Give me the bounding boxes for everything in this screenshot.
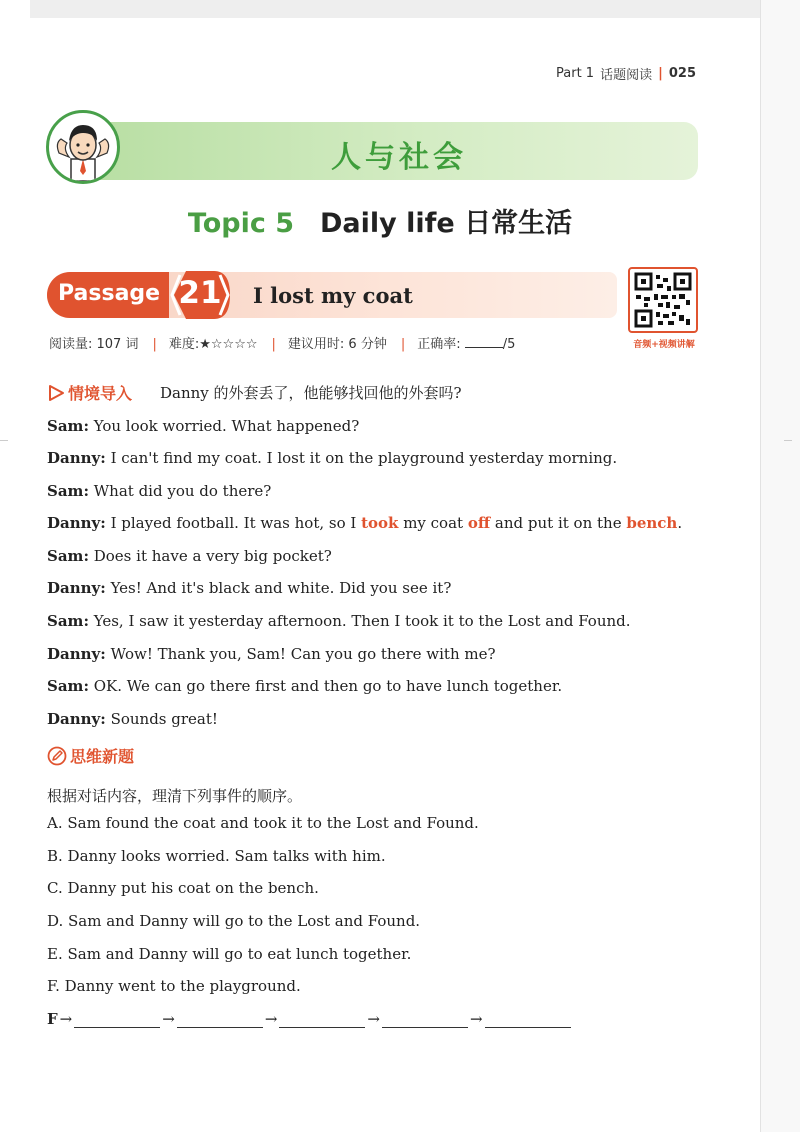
- accuracy-total: /5: [502, 337, 516, 352]
- answer-blank[interactable]: [74, 1013, 160, 1028]
- arrow: →: [469, 1010, 483, 1028]
- pencil-circle-icon: [47, 746, 67, 766]
- margin-mark: [784, 440, 792, 441]
- dialogue-text: I can't find my coat. I lost it on the playground yesterday morning.: [105, 449, 618, 467]
- page-edge: [760, 0, 800, 1132]
- dialogue-text: Yes, I saw it yesterday afternoon. Then I took it to the Lost and Found.: [88, 612, 631, 630]
- meta-separator: |: [400, 337, 406, 352]
- dialogue-text: Does it have a very big pocket?: [88, 547, 332, 565]
- difficulty-label: 难度:: [168, 337, 200, 352]
- arrow: →: [367, 1010, 380, 1028]
- intro-heading: [47, 381, 132, 404]
- suggested-time: 建议用时: 6 分钟: [287, 337, 387, 352]
- banner-title: 人与社会: [331, 140, 467, 175]
- keyword-highlight: bench: [626, 514, 678, 532]
- accuracy-label: 正确率:: [417, 337, 461, 352]
- mascot-icon: [46, 110, 120, 184]
- dialogue-line: Danny: I can't find my coat. I lost it on the playground yesterday morning.: [47, 449, 618, 467]
- dialogue-line: Danny: I played football. It was hot, so I took my coat off and put it on the bench.: [47, 514, 683, 532]
- meta-separator: |: [271, 337, 276, 352]
- option-item: F. Danny went to the playground.: [47, 977, 301, 995]
- section-banner: [100, 122, 698, 180]
- passage-number: 21: [178, 275, 222, 311]
- topic-name: Daily life 日常生活: [320, 208, 573, 239]
- accuracy-blank[interactable]: [465, 337, 503, 348]
- meta-separator: |: [152, 337, 157, 352]
- keyword-highlight: off: [467, 514, 491, 532]
- play-triangle-icon: [47, 384, 65, 402]
- speaker-name: Sam: [47, 417, 84, 435]
- option-item: E. Sam and Danny will go to eat lunch together.: [47, 945, 412, 963]
- dialogue-text: Sounds great!: [105, 710, 218, 728]
- speaker-name: Sam: [47, 677, 84, 695]
- speaker-name: Sam: [47, 482, 84, 500]
- speaker-name: Danny: [47, 514, 101, 532]
- page-number: 025: [668, 66, 696, 81]
- answer-start: F: [47, 1010, 58, 1028]
- header-section: 话题阅读: [600, 68, 653, 83]
- dialogue-line: Sam: You look worried. What happened?: [47, 417, 360, 435]
- dialogue-line: Danny: Sounds great!: [47, 710, 218, 728]
- dialogue-text: What did you do there?: [88, 482, 272, 500]
- dialogue-line: Sam: What did you do there?: [47, 482, 272, 500]
- dialogue-text: OK. We can go there first and then go to have lunch together.: [88, 677, 563, 695]
- thinking-heading: [47, 744, 134, 767]
- qr-code-icon[interactable]: [628, 267, 698, 333]
- scan-edge: [30, 0, 765, 18]
- dialogue-line: Sam: Yes, I saw it yesterday afternoon. Then I took it to the Lost and Found.: [47, 612, 631, 630]
- dialogue-line: Danny: Wow! Thank you, Sam! Can you go there with me?: [47, 645, 496, 663]
- passage-title: I lost my coat: [253, 283, 413, 308]
- difficulty-stars: ★☆☆☆☆: [199, 337, 258, 352]
- option-item: C. Danny put his coat on the bench.: [47, 879, 319, 897]
- arrow: →: [162, 1010, 175, 1028]
- dialogue-line: Sam: Does it have a very big pocket?: [47, 547, 332, 565]
- intro-heading-text: 情境导入: [68, 384, 133, 403]
- answer-blank[interactable]: [177, 1013, 263, 1028]
- answer-blank[interactable]: [279, 1013, 365, 1028]
- speaker-name: Danny: [47, 645, 101, 663]
- dialogue-text: You look worried. What happened?: [88, 417, 360, 435]
- speaker-name: Danny: [47, 710, 101, 728]
- topic-label: Topic 5: [187, 208, 295, 239]
- arrow: →: [59, 1010, 73, 1028]
- answer-sequence: [47, 1010, 571, 1028]
- dialogue-text: Wow! Thank you, Sam! Can you go there with me?: [105, 645, 496, 663]
- question-instruction: 根据对话内容，理清下列事件的顺序。: [47, 787, 303, 805]
- arrow: →: [264, 1010, 278, 1028]
- answer-blank[interactable]: [382, 1013, 468, 1028]
- answer-blank[interactable]: [485, 1013, 571, 1028]
- speaker-name: Sam: [47, 612, 84, 630]
- margin-mark: [0, 440, 8, 441]
- option-item: A. Sam found the coat and took it to the Lost and Found.: [47, 814, 479, 832]
- word-count: 阅读量: 107 词: [49, 337, 139, 352]
- speaker-name: Danny: [47, 579, 101, 597]
- header-part: Part 1: [556, 66, 595, 81]
- running-header: [556, 64, 696, 83]
- speaker-name: Sam: [47, 547, 84, 565]
- thinking-heading-text: 思维新题: [70, 747, 135, 766]
- option-item: D. Sam and Danny will go to the Lost and Found.: [47, 912, 421, 930]
- dialogue-line: Sam: OK. We can go there first and then go to have lunch together.: [47, 677, 563, 695]
- passage-word: Passage: [58, 281, 161, 306]
- reading-meta: [49, 333, 515, 352]
- header-separator: |: [658, 66, 663, 81]
- speaker-name: Danny: [47, 449, 101, 467]
- dialogue-line: Danny: Yes! And it's black and white. Did you see it?: [47, 579, 452, 597]
- keyword-highlight: took: [361, 514, 399, 532]
- qr-label: 音频+视频讲解: [633, 340, 695, 350]
- dialogue-text: Yes! And it's black and white. Did you see it?: [105, 579, 452, 597]
- option-item: B. Danny looks worried. Sam talks with him.: [47, 847, 386, 865]
- intro-text: Danny 的外套丢了，他能够找回他的外套吗?: [160, 384, 462, 402]
- topic-title: [0, 201, 760, 240]
